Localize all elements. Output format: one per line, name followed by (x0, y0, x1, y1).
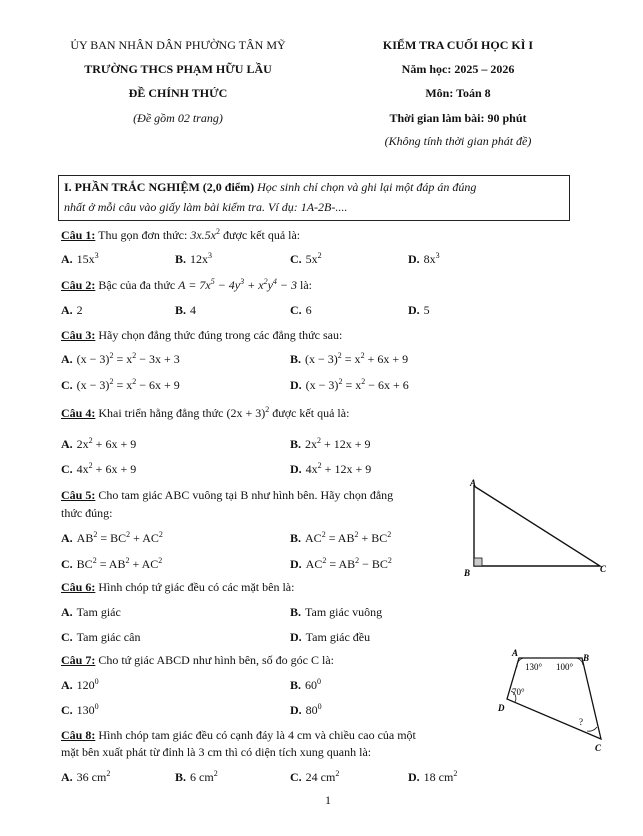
question-3-text: Hãy chọn đẳng thức đúng trong các đẳng thức sau: (98, 328, 343, 342)
question-8-text-b: mặt bên xuất phát từ đỉnh là 3 cm thì có diện tích xung quanh là: (61, 745, 372, 759)
question-3 (61, 328, 342, 343)
q5-option-b[interactable]: B. $AC^2 = AB^2 + BC^2$ (290, 530, 392, 545)
vertex-b-label-q7: B (583, 653, 590, 663)
page-number: 1 (325, 793, 331, 807)
page-count-note: (Đề gồm 02 trang) (133, 111, 223, 125)
vertex-b-label: B (464, 568, 471, 578)
question-8-label: Câu 8: (61, 728, 96, 742)
question-4-text: Khai triển hằng đẳng thức (98, 406, 224, 420)
angle-d-value: 70° (512, 687, 525, 697)
q4-option-a[interactable]: A. $2x^2 + 6x + 9$ (61, 436, 137, 451)
section-instruction-1: Học sinh chỉ chọn và ghi lại một đáp án đúng (257, 180, 477, 194)
angle-b-value: 100° (556, 662, 574, 672)
vertex-c-label-q7: C (595, 743, 602, 753)
question-1 (61, 228, 300, 243)
question-2-tail: là: (300, 278, 313, 292)
question-3-label: Câu 3: (61, 328, 96, 342)
q1-option-b[interactable]: B. $12x^3$ (175, 251, 213, 266)
q3-option-d[interactable]: D. $(x - 3)^2 = x^2 - 6x + 6$ (290, 377, 409, 392)
question-2-polynomial: $A = 7x^5 - 4y^3 + x^2y^4 - 3$ (178, 277, 298, 292)
question-5-text-a: Cho tam giác ABC vuông tại B như hình bên. Hãy chọn đẳng (98, 488, 394, 502)
q7-option-a[interactable]: A. $120^0$ (61, 677, 99, 692)
q5-option-c[interactable]: C. $BC^2 = AB^2 + AC^2$ (61, 556, 163, 571)
q1-option-c[interactable]: C. $5x^2$ (290, 251, 322, 266)
q6-option-c[interactable]: C. Tam giác cân (61, 630, 141, 644)
section-title: I. PHẦN TRẮC NGHIỆM (2,0 điểm) (64, 180, 255, 194)
q7-option-d[interactable]: D. $80^0$ (290, 702, 322, 717)
school-year: Năm học: 2025 – 2026 (401, 62, 515, 76)
q7-option-c[interactable]: C. $130^0$ (61, 702, 99, 717)
q8-option-a[interactable]: A. 36 $cm^2$ (61, 769, 111, 784)
q2-option-c[interactable]: C. 6 (290, 303, 312, 317)
q6-option-a[interactable]: A. Tam giác (61, 605, 121, 619)
q4-option-d[interactable]: D. $4x^2 + 12x + 9$ (290, 461, 372, 476)
question-1-label: Câu 1: (61, 228, 96, 242)
q5-option-d[interactable]: D. $AC^2 = AB^2 - BC^2$ (290, 556, 392, 571)
vertex-a-label: A (470, 478, 477, 488)
q3-option-c[interactable]: C. $(x - 3)^2 = x^2 - 6x + 9$ (61, 377, 180, 392)
question-4-label: Câu 4: (61, 406, 96, 420)
duration-note: (Không tính thời gian phát đề) (384, 134, 532, 148)
q1-option-a[interactable]: A. $15x^3$ (61, 251, 99, 266)
q3-option-b[interactable]: B. $(x - 3)^2 = x^2 + 6x + 9$ (290, 351, 409, 366)
question-2-text: Bậc của đa thức (98, 278, 176, 292)
question-5 (61, 488, 393, 503)
question-5-label: Câu 5: (61, 488, 96, 502)
q8-option-b[interactable]: B. 6 $cm^2$ (175, 769, 218, 784)
q4-option-b[interactable]: B. $2x^2 + 12x + 9$ (290, 436, 371, 451)
question-2 (61, 278, 312, 293)
question-7 (61, 653, 334, 668)
vertex-c-label: C (600, 564, 607, 574)
angle-c-arc (587, 727, 597, 731)
q7-option-b[interactable]: B. $60^0$ (290, 677, 322, 692)
school-name: TRƯỜNG THCS PHẠM HỮU LẦU (84, 62, 272, 76)
q1-option-d[interactable]: D. $8x^3$ (408, 251, 440, 266)
q6-option-b[interactable]: B. Tam giác vuông (290, 605, 383, 619)
q5-option-a[interactable]: A. $AB^2 = BC^2 + AC^2$ (61, 530, 163, 545)
question-1-text: Thu gọn đơn thức: (98, 228, 188, 242)
question-6-text: Hình chóp tứ giác đều có các mặt bên là: (98, 580, 295, 594)
question-8 (61, 728, 416, 743)
q8-option-c[interactable]: C. 24 $cm^2$ (290, 769, 340, 784)
duration: Thời gian làm bài: 90 phút (389, 111, 527, 125)
q2-option-d[interactable]: D. 5 (408, 303, 430, 317)
vertex-d-label-q7: D (498, 703, 505, 713)
question-6 (61, 580, 294, 595)
question-4 (61, 406, 349, 421)
question-4-tail: được kết quả là: (272, 406, 350, 420)
question-1-tail: được kết quả là: (222, 228, 301, 242)
question-1-expr: 3x.5x (190, 228, 216, 242)
authority-name: ỦY BAN NHÂN DÂN PHƯỜNG TÂN MỸ (70, 38, 286, 52)
question-1-exp: 2 (215, 227, 220, 236)
subject: Môn: Toán 8 (425, 86, 491, 100)
q3-option-a[interactable]: A. $(x - 3)^2 = x^2 - 3x + 3$ (61, 351, 180, 366)
q4-option-c[interactable]: C. $4x^2 + 6x + 9$ (61, 461, 137, 476)
question-5-text-b: thức đúng: (61, 506, 113, 520)
official-label: ĐỀ CHÍNH THỨC (128, 86, 228, 100)
quadrilateral-abcd (507, 658, 601, 739)
question-2-label: Câu 2: (61, 278, 96, 292)
question-8-text-a: Hình chóp tam giác đều có cạnh đáy là 4 cm và chiều cao của một (98, 728, 416, 742)
section-instruction-2: nhất ở mỗi câu vào giấy làm bài kiểm tra. Ví dụ: 1A-2B-.... (64, 200, 348, 214)
right-angle-marker (474, 558, 482, 566)
triangle-abc (474, 486, 600, 566)
q2-option-b[interactable]: B. 4 (175, 303, 197, 317)
q8-option-d[interactable]: D. 18 $cm^2$ (408, 769, 458, 784)
question-6-label: Câu 6: (61, 580, 96, 594)
q6-option-d[interactable]: D. Tam giác đều (290, 630, 371, 644)
vertex-a-label-q7: A (512, 648, 519, 658)
question-7-label: Câu 7: (61, 653, 96, 667)
question-4-expr: $(2x + 3)^2$ (226, 405, 270, 420)
angle-a-value: 130° (525, 662, 543, 672)
right-triangle-figure (460, 478, 610, 578)
exam-title: KIỂM TRA CUỐI HỌC KÌ I (382, 38, 534, 52)
section-header-box (58, 175, 570, 221)
angle-c-unknown: ? (579, 717, 583, 727)
quadrilateral-figure (495, 645, 615, 755)
question-7-text: Cho tứ giác ABCD như hình bên, số đo góc C là: (98, 653, 335, 667)
q2-option-a[interactable]: A. 2 (61, 303, 83, 317)
